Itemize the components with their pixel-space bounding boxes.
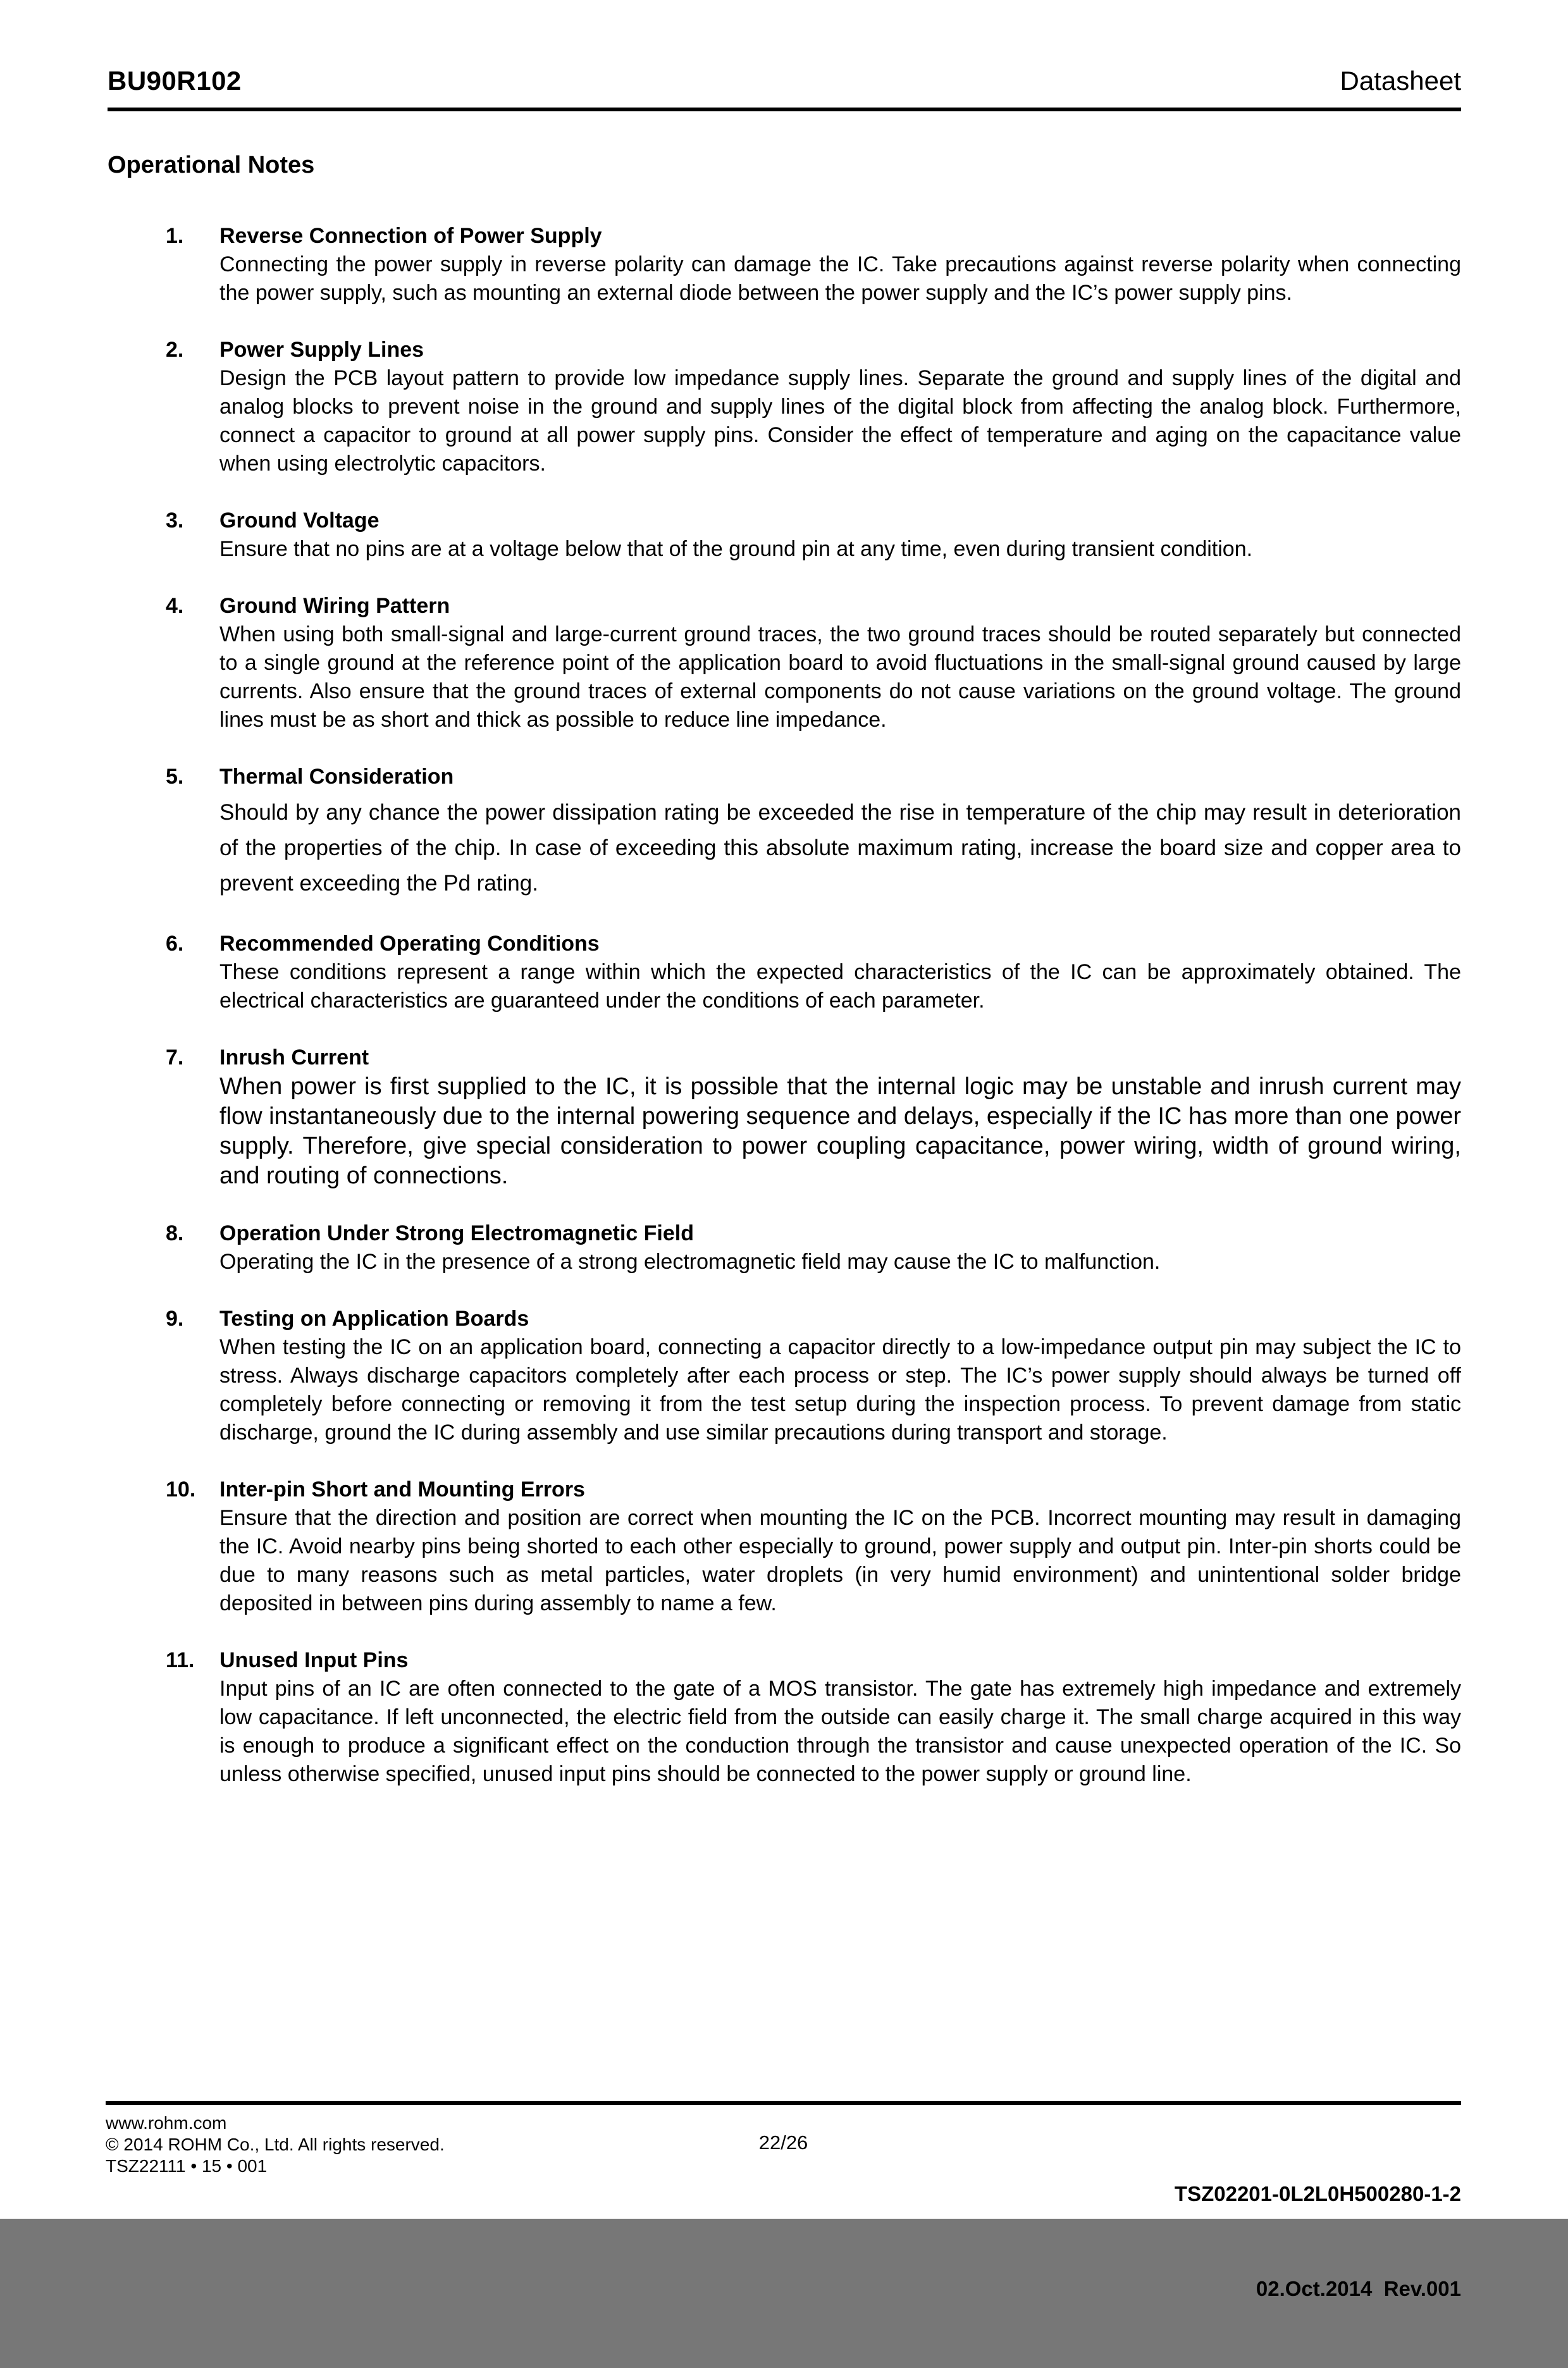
header-rule (108, 108, 1461, 111)
note-content (219, 592, 1461, 734)
part-number: BU90R102 (108, 66, 242, 96)
note-content (219, 930, 1461, 1015)
note-number: 9. (166, 1307, 184, 1331)
note-number: 6. (166, 932, 184, 956)
footer-row (106, 2112, 1461, 2368)
note-title: Inrush Current (219, 1045, 369, 1070)
note-body: Should by any chance the power dissipation rating be exceeded the rise in temperature of the chip may result in deterioration of the properties of the chip. In case of exceeding this absolute maximum rating, increase the board size and copper area to prevent exceeding the Pd rating. (219, 800, 1461, 896)
page-footer (106, 2101, 1461, 2368)
note-title: Operation Under Strong Electromagnetic Field (219, 1221, 694, 1245)
note-body: When using both small-signal and large-current ground traces, the two ground traces should be routed separately but connected to a single ground at the reference point of the application board to avoid fluctuations in the small-signal ground caused by large currents. Also ensure that the ground traces of external components do not cause variations on the ground voltage. The ground lines must be as short and thick as possible to reduce line impedance. (219, 622, 1461, 732)
footer-left-block (106, 2112, 759, 2177)
document-type-label: Datasheet (1340, 66, 1461, 96)
footer-copyright: © 2014 ROHM Co., Ltd. All rights reserved. (106, 2135, 445, 2154)
note-body: When power is first supplied to the IC, it is possible that the internal logic may be unstable and inrush current may flow instantaneously due to the internal powering sequence and delays, especially if the IC has more than one power supply. Therefore, give special consideration to power coupling capacitance, power wiring, width of ground wiring, and routing of connections. (219, 1073, 1461, 1189)
footer-rule (106, 2101, 1461, 2105)
note-title: Power Supply Lines (219, 338, 424, 362)
note-item-10 (108, 1476, 1461, 1618)
note-content (219, 1646, 1461, 1789)
note-body: Operating the IC in the presence of a strong electromagnetic field may cause the IC to malfunction. (219, 1250, 1161, 1274)
note-body: These conditions represent a range within which the expected characteristics of the IC can be approximately obtained. The electrical characteristics are guaranteed under the conditions of each parameter. (219, 960, 1461, 1013)
note-number: 10. (166, 1477, 196, 1502)
note-number: 2. (166, 338, 184, 362)
page-header (0, 0, 1568, 96)
note-body: Ensure that the direction and position are correct when mounting the IC on the PCB. Incorrect mounting may result in damaging the IC. Avoid nearby pins being shorted to each other especially to ground, power supply and output pin. Inter-pin shorts could be due to many reasons such as metal particles, water droplets (in very humid environment) and unintentional solder bridge deposited in between pins during assembly to name a few. (219, 1506, 1461, 1615)
note-title: Thermal Consideration (219, 765, 454, 789)
note-content (219, 1219, 1461, 1276)
note-number: 4. (166, 594, 184, 618)
note-body: Input pins of an IC are often connected to the gate of a MOS transistor. The gate has extremely high impedance and extremely low capacitance. If left unconnected, the electric field from the outside can easily charge it. The small charge acquired in this way is enough to produce a significant effect on the conduction through the transistor and cause unexpected operation of the IC. So unless otherwise specified, unused input pins should be connected to the power supply or ground line. (219, 1677, 1461, 1786)
note-title: Recommended Operating Conditions (219, 932, 600, 956)
note-title: Inter-pin Short and Mounting Errors (219, 1477, 585, 1502)
note-content (219, 1305, 1461, 1447)
page-title: Operational Notes (108, 152, 315, 178)
note-number: 5. (166, 765, 184, 789)
note-body: Ensure that no pins are at a voltage below that of the ground pin at any time, even during transient condition. (219, 537, 1253, 561)
note-content (219, 336, 1461, 478)
note-body: Design the PCB layout pattern to provide low impedance supply lines. Separate the ground and supply lines of the digital and analog blocks to prevent noise in the ground and supply lines of the digital block from affecting the analog block. Furthermore, connect a capacitor to ground at all power supply pins. Consider the effect of temperature and aging on the capacitance value when using electrolytic capacitors. (219, 366, 1461, 476)
footer-date-rev: 02.Oct.2014 Rev.001 (1256, 2277, 1462, 2300)
note-number: 7. (166, 1045, 184, 1070)
note-item-5 (108, 763, 1461, 901)
note-body: When testing the IC on an application board, connecting a capacitor directly to a low-impedance output pin may subject the IC to stress. Always discharge capacitors completely after each process or step. The IC’s power supply should always be turned off completely before connecting or removing it from the test setup during the inspection process. To prevent damage from static discharge, ground the IC during assembly and use similar precautions during transport and storage. (219, 1335, 1461, 1445)
note-content (219, 1476, 1461, 1618)
note-content (219, 222, 1461, 307)
footer-page-number: 22/26 (758, 2131, 808, 2154)
note-item-3 (108, 507, 1461, 564)
note-body: Connecting the power supply in reverse polarity can damage the IC. Take precautions against reverse polarity when connecting the power supply, such as mounting an external diode between the power supply and the IC’s power supply pins. (219, 252, 1461, 305)
note-title: Testing on Application Boards (219, 1307, 529, 1331)
note-content (219, 507, 1461, 564)
note-item-2 (108, 336, 1461, 478)
note-number: 3. (166, 509, 184, 533)
note-item-4 (108, 592, 1461, 734)
footer-website: www.rohm.com (106, 2113, 227, 2133)
note-item-7 (108, 1044, 1461, 1191)
note-content (219, 1044, 1461, 1191)
note-item-8 (108, 1219, 1461, 1276)
footer-doc-ref: TSZ02201-0L2L0H500280-1-2 (1174, 2182, 1462, 2205)
note-item-9 (108, 1305, 1461, 1447)
note-number: 1. (166, 224, 184, 248)
note-number: 11. (166, 1648, 195, 1672)
footer-doc-code: TSZ22111 • 15 • 001 (106, 2156, 268, 2176)
operational-notes-list (108, 222, 1461, 1789)
note-title: Ground Wiring Pattern (219, 594, 450, 618)
note-content (219, 763, 1461, 901)
note-title: Ground Voltage (219, 509, 380, 533)
footer-right-block (808, 2115, 1461, 2368)
note-number: 8. (166, 1221, 184, 1245)
note-title: Reverse Connection of Power Supply (219, 224, 602, 248)
note-item-1 (108, 222, 1461, 307)
note-item-6 (108, 930, 1461, 1015)
note-title: Unused Input Pins (219, 1648, 409, 1672)
note-item-11 (108, 1646, 1461, 1789)
